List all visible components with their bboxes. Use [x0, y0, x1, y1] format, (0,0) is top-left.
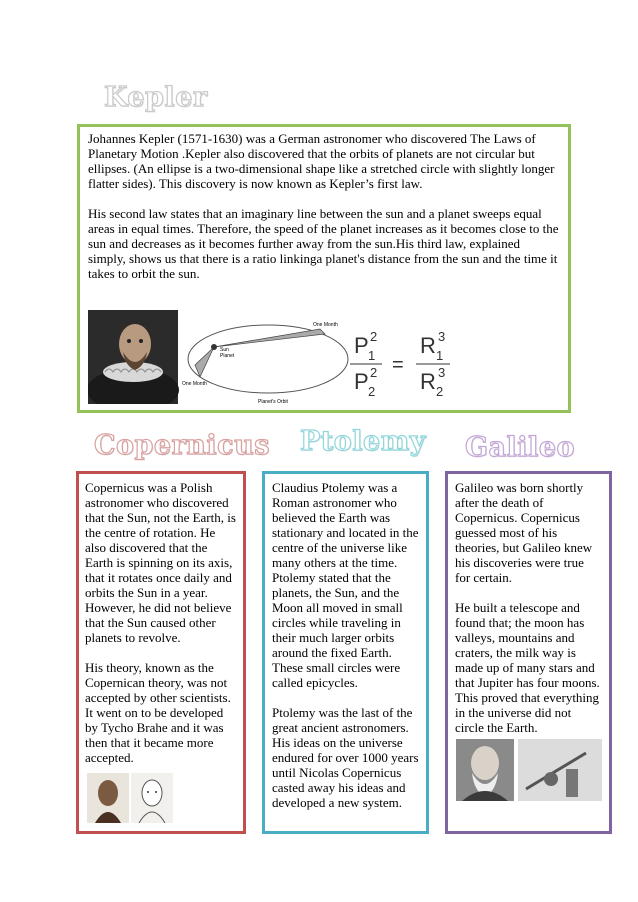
- formula-r-bottom-exp: 3: [438, 365, 446, 380]
- formula-r-top-exp: 3: [438, 329, 446, 344]
- orbit-label-planet: Planet: [220, 353, 235, 359]
- orbit-diagram: [180, 317, 350, 407]
- orbit-label-sun: Sun: [220, 347, 229, 353]
- copernicus-paragraph-1: Copernicus was a Polish astronomer who discovered that the Sun, not the Earth, is the centre of rotation. He also discovered that the Earth is spinning on its axis, that it rotates once daily and orbits the Sun in a year. However, he did not believe that the Sun caused other planets to revolve.: [85, 480, 236, 645]
- formula-r-top-sub: 1: [436, 348, 444, 363]
- formula-p-bottom-exp: 2: [370, 365, 378, 380]
- ptolemy-paragraph-2: Ptolemy was the last of the great ancient astronomers. His ideas on the universe endured for over 1000 years until Nicolas Copernicus casted away his ideas and developed a new system.: [272, 705, 419, 810]
- formula-r-bottom: R: [420, 369, 436, 394]
- ptolemy-heading: Ptolemy: [300, 426, 426, 457]
- ptolemy-paragraph-1: Claudius Ptolemy was a Roman astronomer who believed the Earth was stationary and located in the centre of the universe like many others at the time. Ptolemy stated that the planets, the Sun, and the Moon all moved in small circles while traveling in their much larger orbits around the fixed Earth. These small circles were called epicycles.: [272, 480, 419, 690]
- kepler-paragraph-2: His second law states that an imaginary line between the sun and a planet sweeps equal areas in equal times. Therefore, the speed of the planet increases as it becomes close to the sun and decreases as it becomes further away from the sun.His third law, explained simply, shows us that there is a ratio linkinga planet's distance from the sun and the time it takes to orbit the sun.: [88, 206, 559, 281]
- copernicus-heading: Copernicus: [94, 430, 270, 461]
- formula-r-top: R: [420, 333, 436, 358]
- orbit-label-one-month-left: One Month: [182, 381, 207, 387]
- copernicus-portraits: [87, 773, 173, 823]
- orbit-label-planets-orbit: Planet's Orbit: [258, 399, 288, 405]
- ptolemy-section: [262, 471, 429, 834]
- kepler-third-law-formula: [342, 327, 462, 399]
- copernicus-section: [76, 471, 246, 834]
- galileo-section: [445, 471, 612, 834]
- galileo-paragraph-1: Galileo was born shortly after the death of Copernicus. Copernicus guessed most of his theories, but Galileo knew his discoveries were true for certain.: [455, 480, 593, 585]
- formula-p-top-sub: 1: [368, 348, 376, 363]
- formula-p-top-exp: 2: [370, 329, 378, 344]
- galileo-images: [456, 739, 602, 801]
- kepler-paragraph-1: Johannes Kepler (1571-1630) was a German astronomer who discovered The Laws of Planetary Motion .Kepler also discovered that the orbits of planets are not circular but ellipses. (An ellipse is a two-dimensional shape like a stretched circle with slightly longer flatter sides). This discovery is now known as Kepler’s first law.: [88, 131, 555, 191]
- galileo-heading: Galileo: [465, 432, 576, 463]
- formula-r-bottom-sub: 2: [436, 384, 444, 399]
- formula-p-top: P: [354, 333, 369, 358]
- formula-p-bottom-sub: 2: [368, 384, 376, 399]
- kepler-heading: Kepler: [104, 82, 208, 113]
- orbit-label-one-month-top: One Month: [313, 322, 338, 328]
- formula-equals: =: [392, 354, 404, 376]
- copernicus-paragraph-2: His theory, known as the Copernican theory, was not accepted by other scientists. It went on to be developed by Tycho Brahe and it was then that it became more accepted.: [85, 660, 231, 765]
- formula-p-bottom: P: [354, 369, 369, 394]
- galileo-paragraph-2: He built a telescope and found that; the moon has valleys, mountains and craters, the milk way is made up of many stars and that Jupiter has four moons. This proved that everything in the universe did not circle the Earth.: [455, 600, 600, 735]
- kepler-section: [77, 124, 571, 413]
